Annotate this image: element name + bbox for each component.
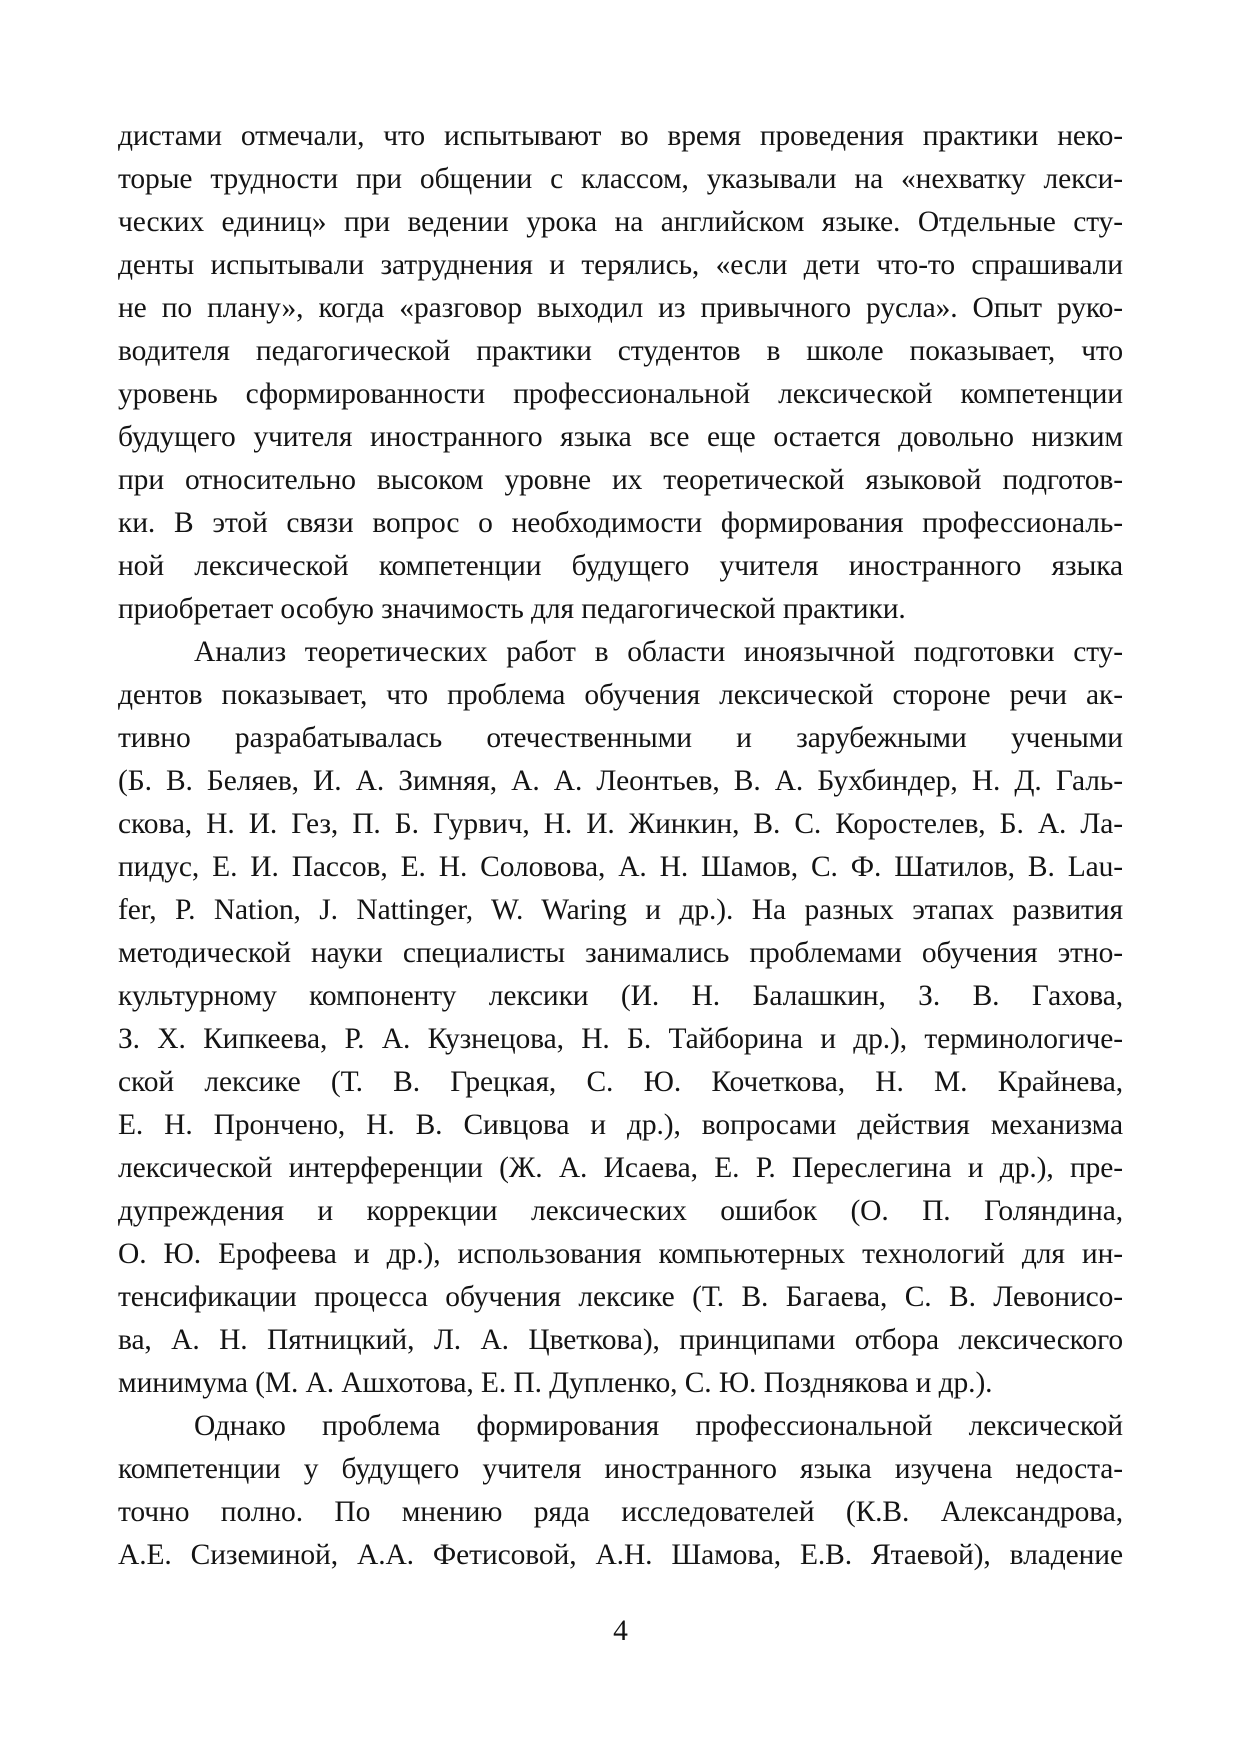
text-line: ной лексической компетенции будущего учителя иностранного языка xyxy=(118,550,1123,582)
text-line: компетенции у будущего учителя иностранного языка изучена недоста- xyxy=(118,1453,1123,1485)
paragraph-3 xyxy=(118,1405,1123,1577)
text-line: А.Е. Сиземиной, А.А. Фетисовой, А.Н. Шамова, Е.В. Ятаевой), владение xyxy=(118,1539,1123,1571)
text-line: будущего учителя иностранного языка все еще остается довольно низким xyxy=(118,421,1123,453)
text-line: лексической интерференции (Ж. А. Исаева, Е. Р. Переслегина и др.), пре- xyxy=(118,1152,1123,1184)
text-line: fer, P. Nation, J. Nattinger, W. Waring и др.). На разных этапах развития xyxy=(118,894,1123,926)
paragraph-2 xyxy=(118,631,1123,1405)
text-line: минимума (М. А. Ашхотова, Е. П. Дупленко, С. Ю. Позднякова и др.). xyxy=(118,1367,993,1399)
text-line: скова, Н. И. Гез, П. Б. Гурвич, Н. И. Жинкин, В. С. Коростелев, Б. А. Ла- xyxy=(118,808,1123,840)
body-text xyxy=(118,115,1123,1577)
text-line: водителя педагогической практики студентов в школе показывает, что xyxy=(118,335,1123,367)
text-line: (Б. В. Беляев, И. А. Зимняя, А. А. Леонтьев, В. А. Бухбиндер, Н. Д. Галь- xyxy=(118,765,1123,797)
text-line: ки. В этой связи вопрос о необходимости формирования профессиональ- xyxy=(118,507,1123,539)
page-number: 4 xyxy=(613,1615,628,1647)
text-line: дистами отмечали, что испытывают во время проведения практики неко- xyxy=(118,120,1123,152)
paragraph-1 xyxy=(118,115,1123,631)
text-line: уровень сформированности профессиональной лексической компетенции xyxy=(118,378,1123,410)
text-line: Анализ теоретических работ в области иноязычной подготовки сту- xyxy=(194,636,1123,668)
text-line: пидус, Е. И. Пассов, Е. Н. Соловова, А. Н. Шамов, С. Ф. Шатилов, B. Lau- xyxy=(118,851,1123,883)
text-line: ской лексике (Т. В. Грецкая, С. Ю. Кочеткова, Н. М. Крайнева, xyxy=(118,1066,1123,1098)
text-line: точно полно. По мнению ряда исследователей (К.В. Александрова, xyxy=(118,1496,1123,1528)
text-line: культурному компоненту лексики (И. Н. Балашкин, З. В. Гахова, xyxy=(118,980,1123,1012)
text-line: Е. Н. Прончено, Н. В. Сивцова и др.), вопросами действия механизма xyxy=(118,1109,1123,1141)
text-line: не по плану», когда «разговор выходил из привычного русла». Опыт руко- xyxy=(118,292,1123,324)
text-line: О. Ю. Ерофеева и др.), использования компьютерных технологий для ин- xyxy=(118,1238,1123,1270)
text-line: тенсификации процесса обучения лексике (Т. В. Багаева, С. В. Левонисо- xyxy=(118,1281,1123,1313)
text-line: тивно разрабатывалась отечественными и зарубежными учеными xyxy=(118,722,1123,754)
text-line: приобретает особую значимость для педагогической практики. xyxy=(118,593,906,625)
text-line: при относительно высоком уровне их теоретической языковой подготов- xyxy=(118,464,1123,496)
text-line: дупреждения и коррекции лексических ошибок (О. П. Голяндина, xyxy=(118,1195,1123,1227)
text-line: Однако проблема формирования профессиональной лексической xyxy=(194,1410,1123,1442)
text-line: ческих единиц» при ведении урока на английском языке. Отдельные сту- xyxy=(118,206,1123,238)
text-line: денты испытывали затруднения и терялись, «если дети что-то спрашивали xyxy=(118,249,1123,281)
text-line: торые трудности при общении с классом, указывали на «нехватку лекси- xyxy=(118,163,1123,195)
text-line: З. Х. Кипкеева, Р. А. Кузнецова, Н. Б. Тайборина и др.), терминологиче- xyxy=(118,1023,1123,1055)
text-line: ва, А. Н. Пятницкий, Л. А. Цветкова), принципами отбора лексического xyxy=(118,1324,1123,1356)
text-line: дентов показывает, что проблема обучения лексической стороне речи ак- xyxy=(118,679,1123,711)
text-line: методической науки специалисты занимались проблемами обучения этно- xyxy=(118,937,1123,969)
